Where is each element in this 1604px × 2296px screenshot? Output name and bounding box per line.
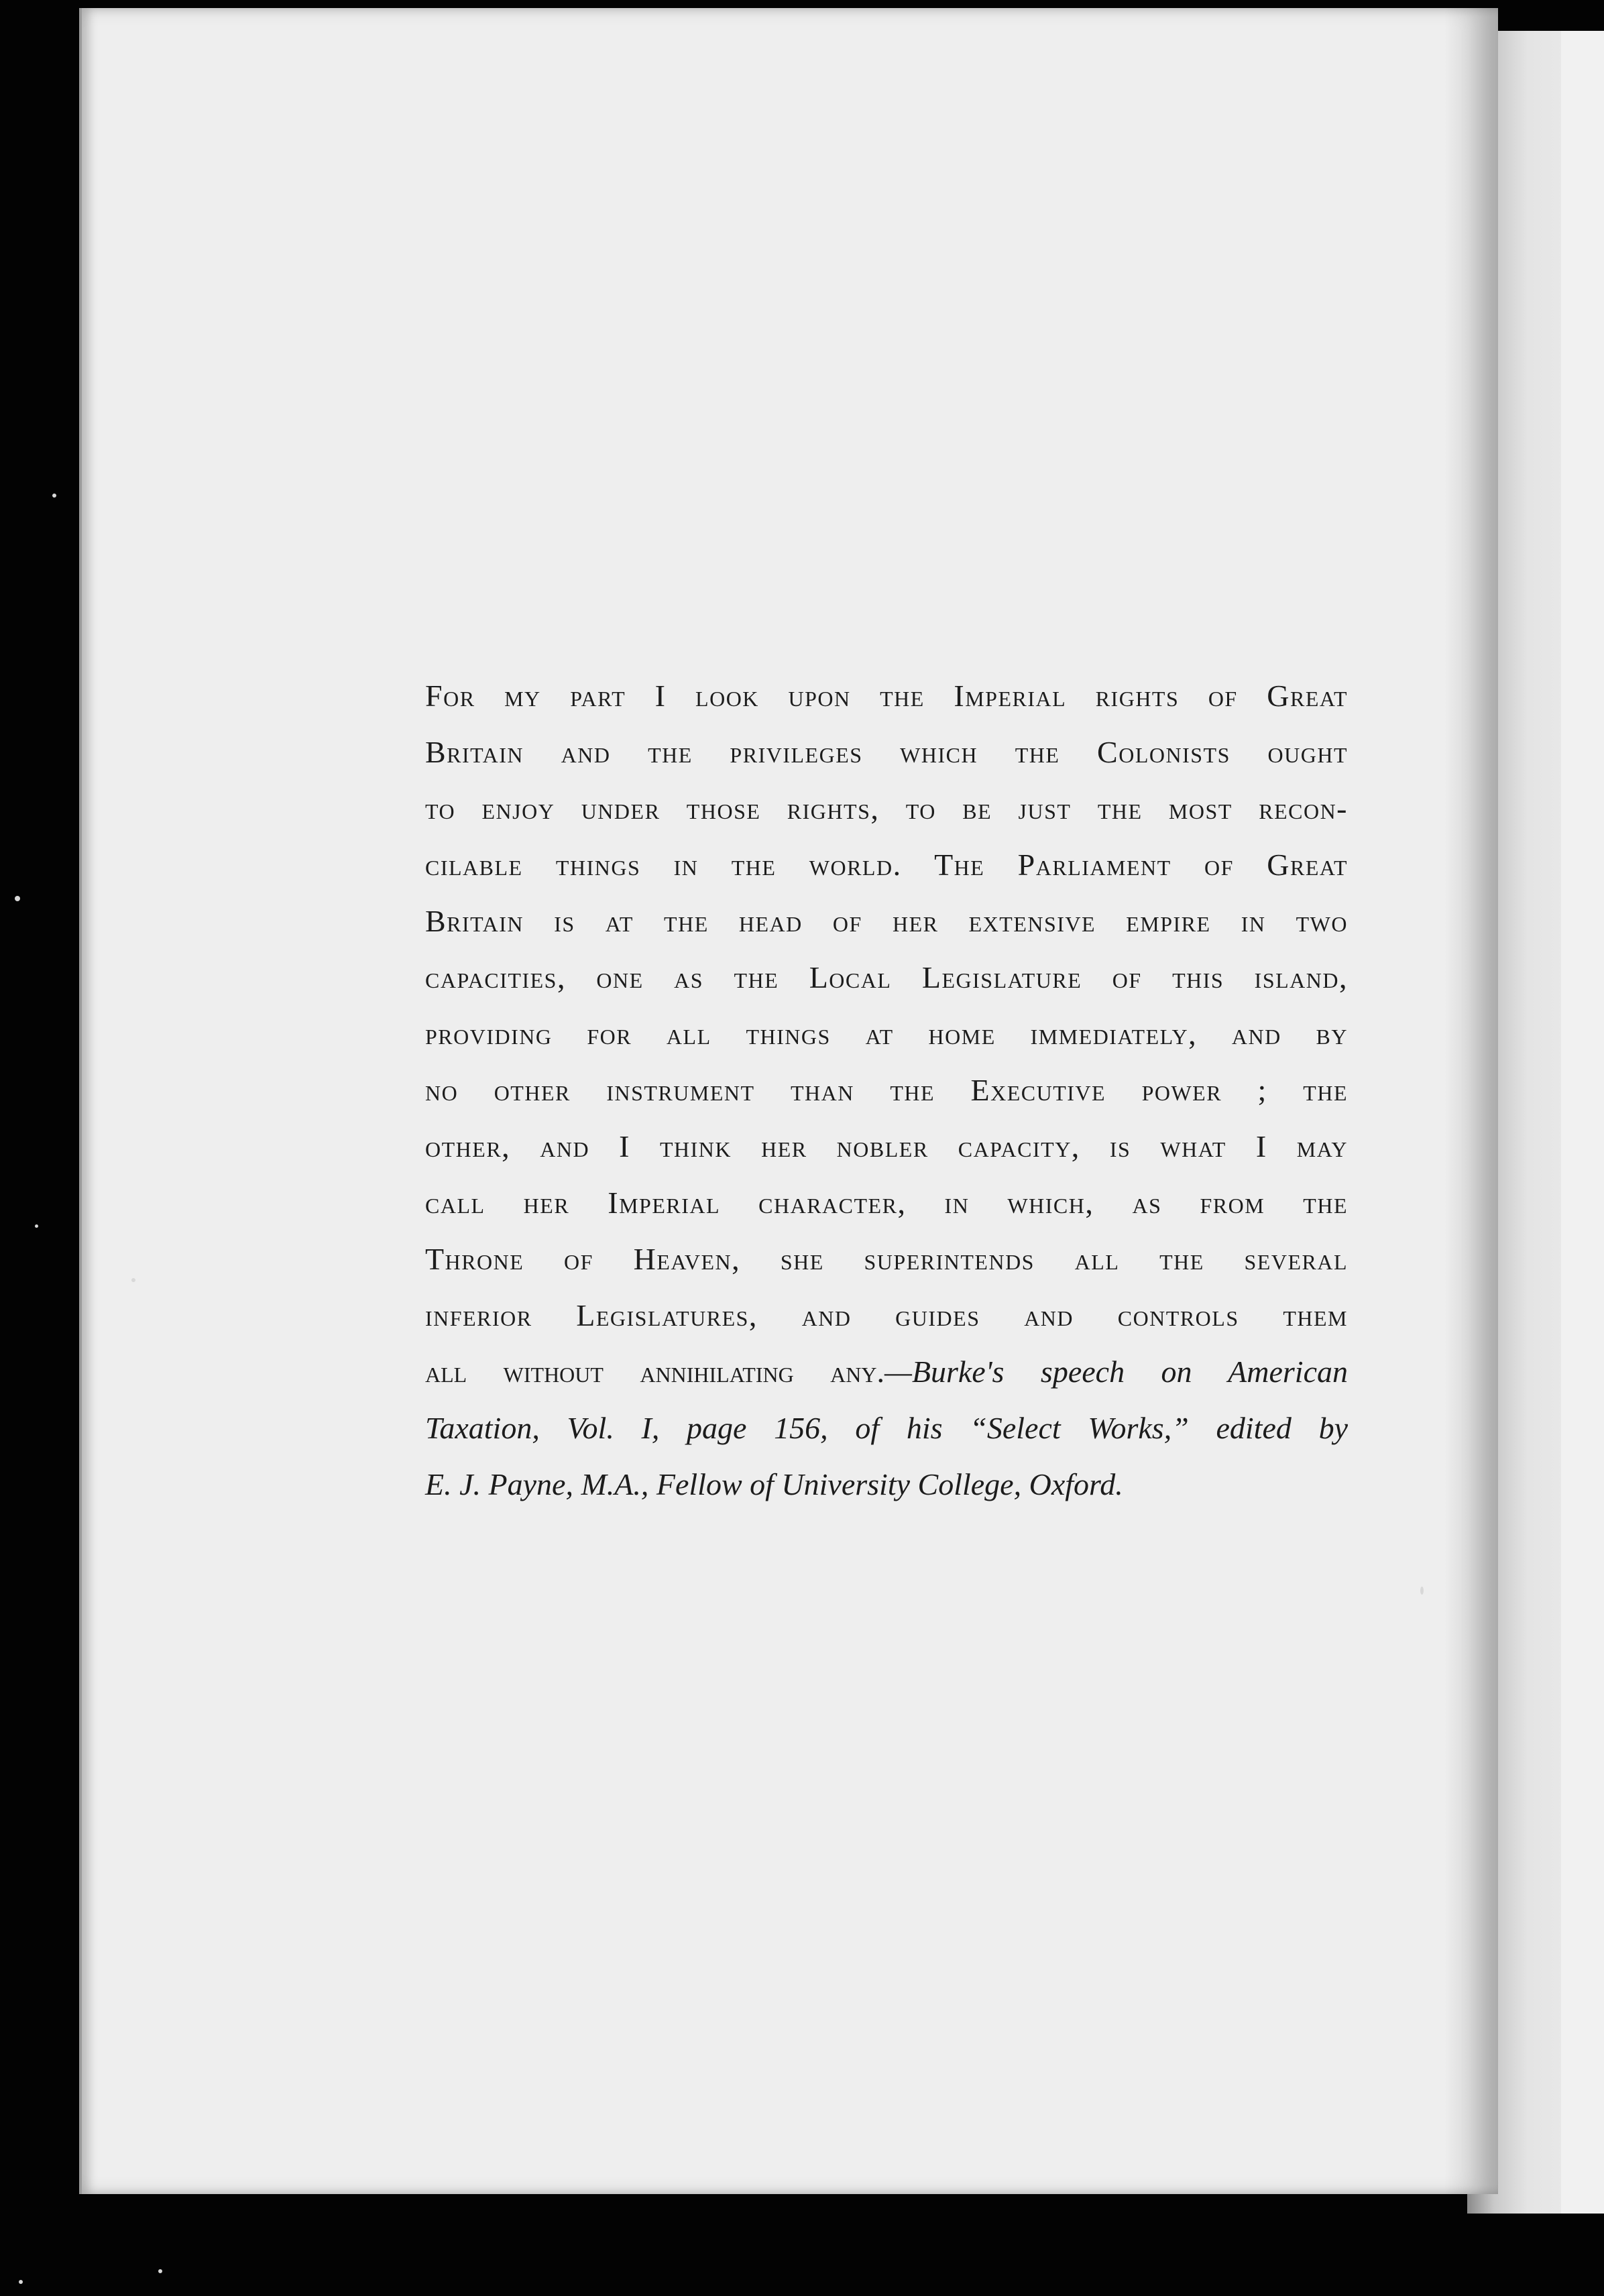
attribution-line: Taxation, Vol. I, page 156, of his “Select Works,” edited by: [425, 1411, 1348, 1445]
quote-line: providing for all things at home immediately, and by: [425, 1017, 1348, 1051]
quote-line-attribution-start: [425, 1344, 1348, 1400]
scan-speck: [15, 896, 20, 901]
scan-speck: [1420, 1587, 1424, 1595]
quote-line: no other instrument than the Executive power ; the: [425, 1073, 1348, 1107]
quote-line: For my part I look upon the Imperial rights of Great: [425, 679, 1348, 713]
facing-page-margin: [1561, 31, 1604, 2214]
attribution-text: —Burke's speech on American: [884, 1355, 1348, 1389]
page-gutter-shadow: [1444, 8, 1498, 2194]
scan-speck: [131, 1278, 135, 1282]
quote-line: to enjoy under those rights, to be just the most recon-: [425, 791, 1348, 825]
attribution-line: E. J. Payne, M.A., Fellow of University College, Oxford.: [425, 1467, 1123, 1501]
scan-speck: [52, 494, 56, 498]
quote-line: Britain is at the head of her extensive empire in two: [425, 904, 1348, 938]
quote-line: call her Imperial character, in which, as from the: [425, 1186, 1348, 1220]
scan-speck: [19, 2280, 23, 2284]
quote-line: Throne of Heaven, she superintends all the several: [425, 1242, 1348, 1276]
quote-line: Britain and the privileges which the Colonists ought: [425, 735, 1348, 769]
quote-line: inferior Legislatures, and guides and controls them: [425, 1298, 1348, 1332]
quote-line: capacities, one as the Local Legislature of this island,: [425, 960, 1348, 994]
scan-speck: [158, 2269, 162, 2273]
quote-line: other, and I think her nobler capacity, is what I may: [425, 1129, 1348, 1163]
quote-end-text: all without annihilating any.: [425, 1355, 884, 1389]
scan-speck: [35, 1224, 38, 1228]
epigraph-quote: [425, 668, 1348, 1513]
quote-line: cilable things in the world. The Parliament of Great: [425, 848, 1348, 882]
